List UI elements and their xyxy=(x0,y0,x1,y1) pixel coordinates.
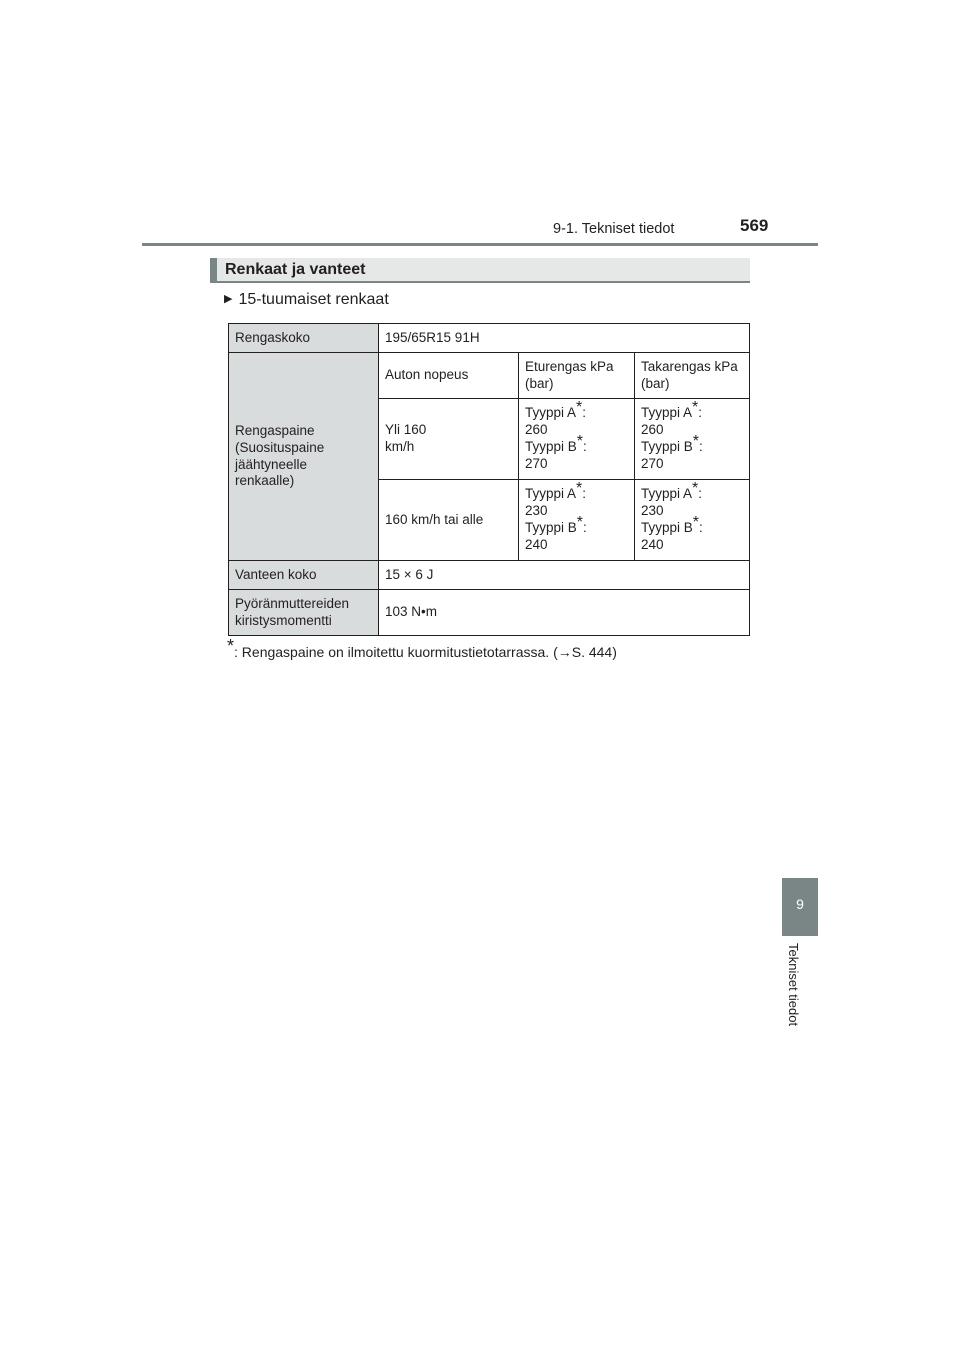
chapter-label: Tekniset tiedot xyxy=(786,943,801,1027)
speed-160-or-less: 160 km/h tai alle xyxy=(379,480,519,561)
rear-pressure-cell: Tyyppi A*: 260 Tyyppi B*: 270 xyxy=(635,399,750,480)
section-marker xyxy=(210,258,217,281)
table-row xyxy=(229,324,750,353)
speed-over-160: Yli 160 km/h xyxy=(379,399,519,480)
torque-label: Pyöränmuttereiden kiristysmomentti xyxy=(229,590,379,636)
tire-spec-table xyxy=(228,323,750,636)
header-rear: Takarengas kPa (bar) xyxy=(635,353,750,399)
rim-size-label: Vanteen koko xyxy=(229,561,379,590)
subheading xyxy=(224,291,389,309)
pressure-label: Rengaspaine (Suosituspaine jäähtyneelle renkaalle) xyxy=(229,353,379,561)
page-header-section: 9-1. Tekniset tiedot xyxy=(553,221,675,237)
chapter-tab xyxy=(782,878,818,936)
front-pressure-cell: Tyyppi A*: 230 Tyyppi B*: 240 xyxy=(519,480,635,561)
torque-value: 103 N•m xyxy=(379,590,750,636)
rim-size-value: 15 × 6 J xyxy=(379,561,750,590)
table-row xyxy=(229,353,750,399)
rear-pressure-cell: Tyyppi A*: 230 Tyyppi B*: 240 xyxy=(635,480,750,561)
table-row xyxy=(229,590,750,636)
section-bar xyxy=(210,258,750,283)
header-speed: Auton nopeus xyxy=(379,353,519,399)
footnote-text: : Rengaspaine on ilmoitettu kuormitustietotarrassa. (→S. 444) xyxy=(234,644,617,660)
header-rule xyxy=(142,243,818,246)
page-number: 569 xyxy=(740,216,769,235)
subheading-text: 15-tuumaiset renkaat xyxy=(238,291,389,308)
footnote xyxy=(227,636,617,660)
triangle-arrow-icon: ▶ xyxy=(224,293,233,305)
chapter-number: 9 xyxy=(796,896,804,912)
header-front: Eturengas kPa (bar) xyxy=(519,353,635,399)
section-title: Renkaat ja vanteet xyxy=(225,261,366,278)
front-pressure-cell: Tyyppi A*: 260 Tyyppi B*: 270 xyxy=(519,399,635,480)
tire-size-value: 195/65R15 91H xyxy=(379,324,750,353)
tire-size-label: Rengaskoko xyxy=(229,324,379,353)
table-row xyxy=(229,561,750,590)
footnote-asterisk: * xyxy=(227,636,235,656)
